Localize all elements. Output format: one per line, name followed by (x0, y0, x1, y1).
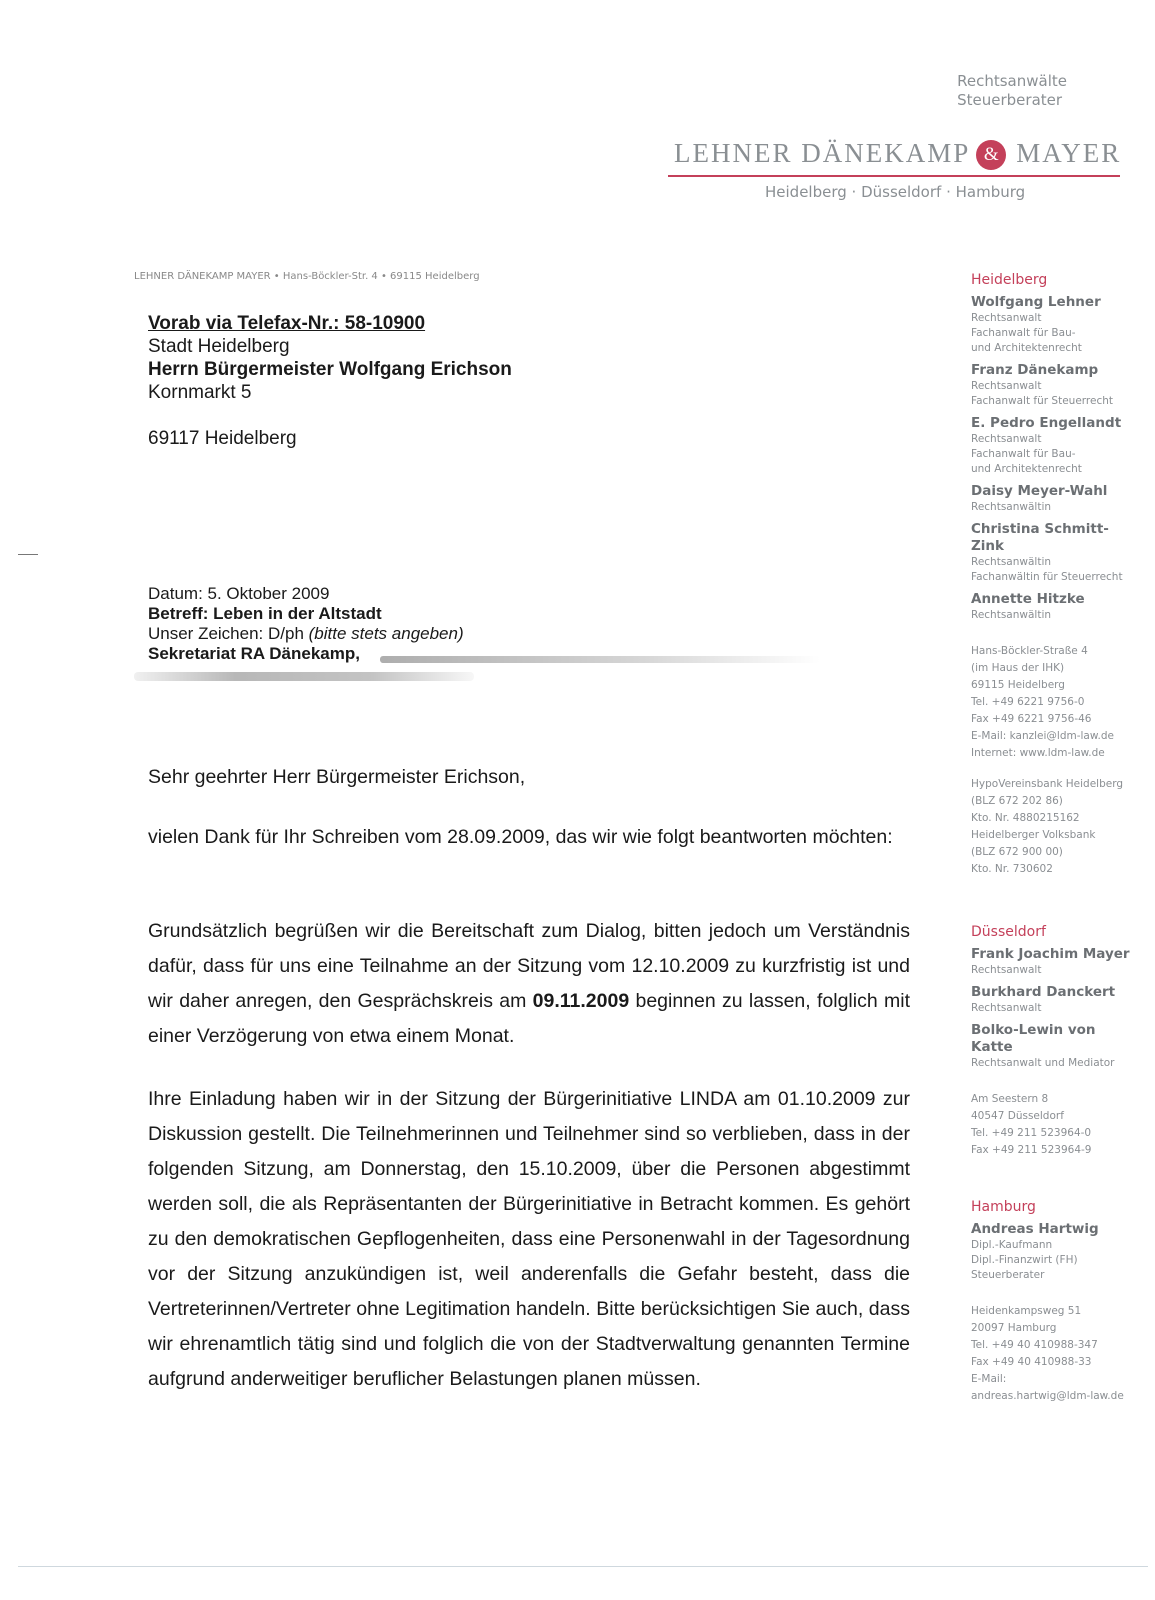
contact-line: E-Mail: kanzlei@ldm-law.de (971, 730, 1114, 742)
firm-sidebar (971, 272, 1141, 1405)
partner-entry (971, 521, 1141, 585)
partner-specialty: Fachanwalt für Bau- (971, 327, 1076, 339)
salutation: Sehr geehrter Herr Bürgermeister Erichson, (148, 766, 526, 788)
partner-entry (971, 1221, 1141, 1283)
ampersand-badge: & (976, 140, 1006, 170)
firm-cities: Heidelberg · Düsseldorf · Hamburg (765, 183, 1026, 201)
heidelberg-contact (971, 643, 1141, 762)
letter-secretariat: Sekretariat RA Dänekamp, (148, 644, 360, 663)
partner-name: Burkhard Danckert (971, 984, 1116, 1000)
profession-line-1: Rechtsanwälte (957, 72, 1067, 90)
hamburg-contact (971, 1303, 1141, 1405)
recipient-name: Herrn Bürgermeister Wolfgang Erichson (148, 359, 512, 380)
contact-line: 40547 Düsseldorf (971, 1110, 1064, 1122)
partner-title: Dipl.-Kaufmann (971, 1239, 1053, 1251)
proposed-date: 09.11.2009 (532, 990, 630, 1012)
heidelberg-bank (971, 776, 1141, 878)
bank-line: Heidelberger Volksbank (971, 829, 1096, 841)
recipient-address (148, 312, 512, 450)
redaction-smudge (380, 656, 820, 663)
contact-line: Internet: www.ldm-law.de (971, 747, 1105, 759)
contact-line: 69115 Heidelberg (971, 679, 1065, 691)
paragraph-2-text-end: beginnen zu lassen, folglich mit einer Verzögerung von etwa einem Monat. (148, 990, 910, 1047)
letter-reference (148, 624, 464, 644)
partner-specialty: Fachanwältin für Steuerrecht (971, 571, 1123, 583)
sender-return-address: LEHNER DÄNEKAMP MAYER • Hans-Böckler-Str. 4 • 69115 Heidelberg (134, 271, 480, 282)
letter-subject: Betreff: Leben in der Altstadt (148, 604, 382, 623)
contact-line: Tel. +49 211 523964-0 (971, 1127, 1092, 1139)
paragraph-3: Ihre Einladung haben wir in der Sitzung der Bürgerinitiative LINDA am 01.10.2009 zur Diskussion gestellt. Die Teilnehmerinnen und Teilnehmer sind so verblieben, dass in der folgenden Sitzung, am Donnerstag, den 15.10.2009, über die Personen abgestimmt werden soll, die als Repräsentanten der Bürgerinitiative in Betracht kommen. Es gehört zu den demokratischen Gepflogenheiten, dass eine Personenwahl in der Tagesordnung vor der Sitzung anzukündigen ist, weil anderenfalls die Gefahr besteht, dass die Vertreterinnen/Vertreter ohne Legitimation handeln. Bitte berücksichtigen Sie auch, dass wir ehrenamtlich tätig sind und folglich die von der Stadtverwaltung genannten Termine aufgrund anderweitiger beruflicher Belastungen planen müssen. (148, 1088, 910, 1390)
bank-line: (BLZ 672 900 00) (971, 846, 1063, 858)
letterhead-professions (957, 72, 1067, 110)
firm-logo (674, 138, 1122, 170)
office-duesseldorf: Düsseldorf (971, 924, 1046, 940)
partner-entry (971, 294, 1141, 356)
partner-title: Rechtsanwalt (971, 380, 1042, 392)
partner-entry (971, 415, 1141, 477)
letter-date: Datum: 5. Oktober 2009 (148, 584, 330, 603)
partner-specialty: Fachanwalt für Bau- (971, 448, 1076, 460)
partner-title: Rechtsanwältin (971, 609, 1052, 621)
partner-name: Bolko-Lewin von Katte (971, 1022, 1096, 1055)
partner-title: Rechtsanwältin (971, 501, 1052, 513)
letterhead-rule (668, 175, 1120, 177)
partner-specialty: Fachanwalt für Steuerrecht (971, 395, 1114, 407)
recipient-city: 69117 Heidelberg (148, 428, 297, 449)
contact-line: Fax +49 6221 9756-46 (971, 713, 1092, 725)
partner-title: Rechtsanwalt (971, 433, 1042, 445)
partner-specialty-2: Steuerberater (971, 1269, 1045, 1281)
partner-specialty: Dipl.-Finanzwirt (FH) (971, 1254, 1078, 1266)
partner-entry (971, 1022, 1141, 1071)
bank-line: Kto. Nr. 730602 (971, 863, 1053, 875)
partner-title: Rechtsanwalt (971, 312, 1042, 324)
duesseldorf-contact (971, 1091, 1141, 1159)
partner-entry (971, 946, 1141, 978)
partner-name: Frank Joachim Mayer (971, 946, 1130, 962)
partner-specialty-2: und Architektenrecht (971, 342, 1082, 354)
office-heidelberg: Heidelberg (971, 272, 1048, 288)
partner-entry (971, 984, 1141, 1016)
firm-name-part-2: MAYER (1016, 138, 1122, 168)
partner-entry (971, 483, 1141, 515)
contact-line: Hans-Böckler-Straße 4 (971, 645, 1088, 657)
contact-line: Tel. +49 40 410988-347 (971, 1339, 1098, 1351)
partner-name: Christina Schmitt-Zink (971, 521, 1109, 554)
contact-line: Fax +49 40 410988-33 (971, 1356, 1092, 1368)
letter-meta (148, 584, 464, 664)
recipient-org: Stadt Heidelberg (148, 336, 290, 357)
contact-line: andreas.hartwig@ldm-law.de (971, 1390, 1124, 1402)
partner-name: Wolfgang Lehner (971, 294, 1101, 310)
fold-mark (18, 554, 38, 555)
page-bottom-edge (18, 1566, 1148, 1567)
paragraph-2 (148, 914, 910, 1054)
bank-line: (BLZ 672 202 86) (971, 795, 1063, 807)
recipient-street: Kornmarkt 5 (148, 382, 252, 403)
contact-line: E-Mail: (971, 1373, 1007, 1385)
reference-code: Unser Zeichen: D/ph (148, 624, 309, 643)
partner-name: Andreas Hartwig (971, 1221, 1099, 1237)
partner-entry (971, 362, 1141, 409)
reference-note: (bitte stets angeben) (308, 624, 464, 643)
partner-name: Franz Dänekamp (971, 362, 1099, 378)
firm-name-part-1: LEHNER DÄNEKAMP (674, 138, 971, 168)
partner-name: Annette Hitzke (971, 591, 1085, 607)
bank-line: HypoVereinsbank Heidelberg (971, 778, 1124, 790)
partner-entry (971, 591, 1141, 623)
paragraph-2-text: Grundsätzlich begrüßen wir die Bereitschaft zum Dialog, bitten jedoch um Verständnis dafür, dass für uns eine Teilnahme an der Sitzung vom 12.10.2009 zu kurzfristig ist und wir daher anregen, den Gesprächskreis am (148, 920, 910, 1012)
contact-line: Fax +49 211 523964-9 (971, 1144, 1092, 1156)
contact-line: 20097 Hamburg (971, 1322, 1057, 1334)
bank-line: Kto. Nr. 4880215162 (971, 812, 1080, 824)
contact-line: Heidenkampsweg 51 (971, 1305, 1082, 1317)
partner-title: Rechtsanwalt (971, 1002, 1042, 1014)
partner-title: Rechtsanwalt (971, 964, 1042, 976)
partner-title: Rechtsanwalt und Mediator (971, 1057, 1115, 1069)
partner-name: E. Pedro Engellandt (971, 415, 1122, 431)
partner-title: Rechtsanwältin (971, 556, 1052, 568)
partner-specialty-2: und Architektenrecht (971, 463, 1082, 475)
contact-line: Tel. +49 6221 9756-0 (971, 696, 1085, 708)
partner-name: Daisy Meyer-Wahl (971, 483, 1108, 499)
paragraph-1: vielen Dank für Ihr Schreiben vom 28.09.2009, das wir wie folgt beantworten möchten: (148, 826, 893, 848)
fax-line: Vorab via Telefax-Nr.: 58-10900 (148, 313, 426, 334)
redaction-smudge (134, 672, 474, 681)
profession-line-2: Steuerberater (957, 91, 1063, 109)
contact-line: Am Seestern 8 (971, 1093, 1049, 1105)
office-hamburg: Hamburg (971, 1199, 1036, 1215)
contact-line: (im Haus der IHK) (971, 662, 1065, 674)
